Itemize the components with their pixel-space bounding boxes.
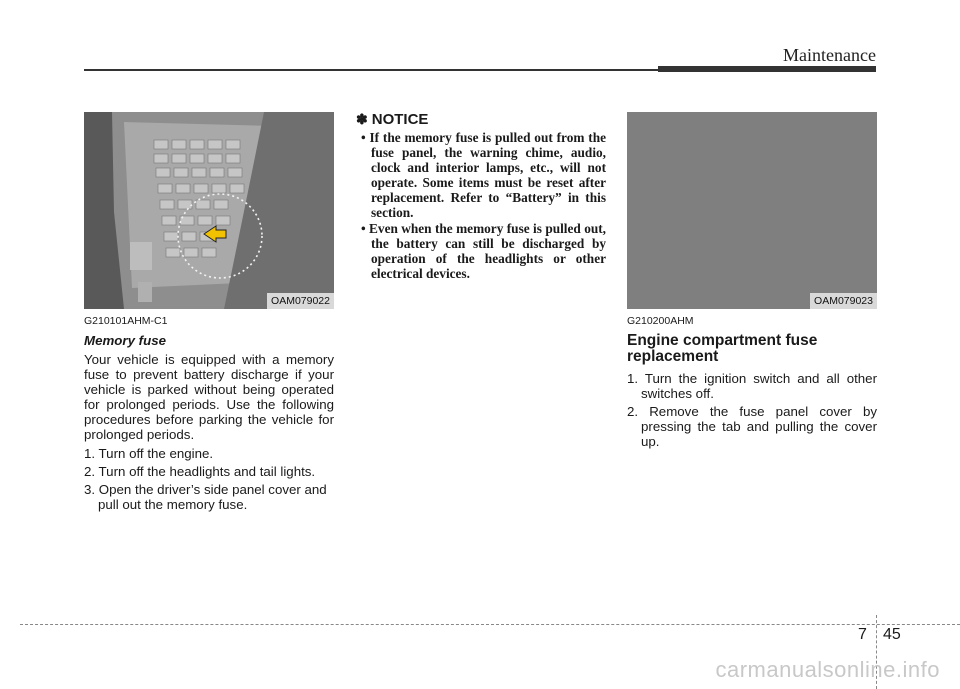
list-item: • Even when the memory fuse is pulled out, the battery can still be discharged by operation of the headlights or other electrical devices. — [361, 221, 606, 281]
footer-rule — [20, 624, 960, 625]
list-item: • If the memory fuse is pulled out from the fuse panel, the warning chime, audio, clock and interior lamps, etc., will not operate. Some items must be reset after replacement. Refer to “Battery” in this section. — [361, 130, 606, 220]
photo-id-label: OAM079023 — [810, 293, 877, 309]
body-paragraph: Your vehicle is equipped with a memory fuse to prevent battery discharge if your vehicle is parked without being operated for prolonged periods. Use the following procedures before parking the vehicle for prolonged periods. — [84, 352, 334, 442]
notice-heading — [356, 112, 606, 127]
memory-fuse-section — [84, 314, 334, 515]
engine-fuse-photo — [627, 112, 877, 309]
fuse-panel-illustration — [84, 112, 334, 309]
reference-code: G210200AHM — [627, 315, 694, 327]
memory-fuse-photo — [84, 112, 334, 309]
engine-fuse-section — [627, 314, 877, 452]
photo-id-label: OAM079022 — [267, 293, 334, 309]
header-rule-accent — [658, 66, 876, 72]
list-item: 1. Turn off the engine. — [84, 446, 214, 461]
notice-label: NOTICE — [371, 111, 429, 128]
watermark: carmanualsonline.info — [715, 657, 940, 682]
page-number: 45 — [883, 626, 901, 643]
list-item: 2. Turn off the headlights and tail lights. — [84, 464, 316, 479]
asterisk-icon: ✽ — [356, 111, 368, 127]
list-item: 3. Open the driver’s side panel cover and pull out the memory fuse. — [84, 482, 327, 512]
chapter-number: 7 — [858, 626, 867, 643]
section-heading: Engine compartment fuse replacement — [627, 332, 818, 365]
reference-code: G210101AHM-C1 — [84, 315, 168, 327]
header-rule — [84, 69, 660, 71]
section-title-maintenance: Maintenance — [783, 45, 876, 65]
subsection-heading: Memory fuse — [84, 333, 167, 348]
list-item: 1. Turn the ignition switch and all other switches off. — [627, 371, 877, 401]
list-item: 2. Remove the fuse panel cover by pressing the tab and pulling the cover up. — [627, 404, 877, 449]
notice-box — [356, 112, 606, 282]
